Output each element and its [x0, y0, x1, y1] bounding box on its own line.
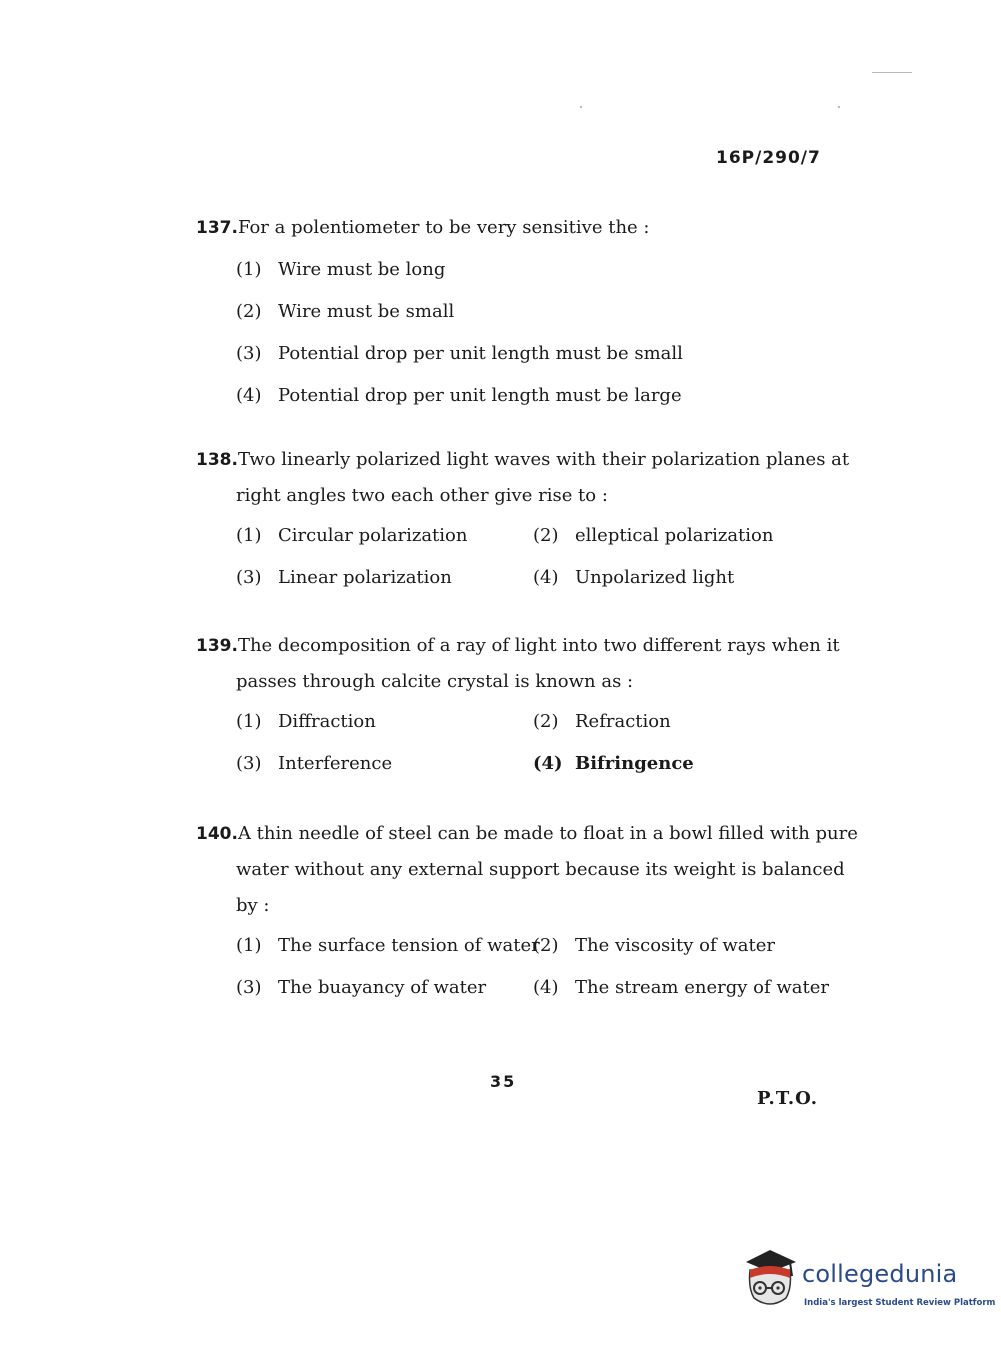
option: [236, 252, 826, 288]
option-grid: [196, 704, 826, 782]
question-line: water without any external support because its weight is balanced: [236, 859, 845, 880]
option: [236, 336, 826, 372]
question-text: [196, 628, 840, 664]
option-number: (1): [236, 525, 262, 546]
option: [533, 560, 833, 596]
option-number: (1): [236, 711, 262, 732]
option-grid: [196, 518, 826, 596]
option-number: (1): [236, 259, 262, 280]
question-140: [196, 816, 858, 1006]
question-139: [196, 628, 840, 782]
option-text: Potential drop per unit length must be small: [278, 343, 683, 364]
question-number: 138.: [196, 450, 238, 470]
option-number: (1): [236, 935, 262, 956]
question-line: The decomposition of a ray of light into two different rays when it: [237, 635, 840, 656]
option-text: Circular polarization: [278, 525, 468, 546]
question-number: 139.: [196, 636, 238, 656]
scan-dot: [580, 106, 582, 108]
option-text: Linear polarization: [278, 567, 452, 588]
option: [533, 746, 833, 782]
option: [533, 704, 833, 740]
option: [236, 560, 533, 596]
option-number: (2): [236, 301, 262, 322]
question-line: Two linearly polarized light waves with their polarization planes at: [237, 449, 850, 470]
option: [236, 704, 533, 740]
option-list: [196, 252, 826, 414]
option-text: elleptical polarization: [575, 525, 774, 546]
scan-dot: [838, 106, 840, 108]
question-line: by :: [236, 895, 270, 916]
option-number: (3): [236, 977, 262, 998]
option-text: Interference: [278, 753, 393, 774]
option-number: (3): [236, 567, 262, 588]
question-line: passes through calcite crystal is known as :: [236, 671, 634, 692]
option-text: The viscosity of water: [575, 935, 776, 956]
option: [236, 378, 826, 414]
option-text: The surface tension of water: [278, 935, 540, 956]
question-number: 140.: [196, 824, 238, 844]
option-text: Wire must be small: [278, 301, 455, 322]
option: [236, 746, 533, 782]
logo-wordmark: collegedunia: [802, 1260, 958, 1288]
student-mascot-icon: [740, 1248, 800, 1318]
option-number: (4): [533, 977, 559, 998]
option-grid: [196, 928, 829, 1006]
option-text: Potential drop per unit length must be large: [278, 385, 682, 406]
option: [236, 928, 540, 964]
option-text: Unpolarized light: [575, 567, 735, 588]
option-number: (2): [533, 935, 559, 956]
option: [533, 518, 833, 554]
option-number: (4): [533, 753, 563, 774]
option-number: (2): [533, 525, 559, 546]
question-line: right angles two each other give rise to :: [236, 485, 608, 506]
question-text: [196, 816, 858, 852]
please-turn-over: P.T.O.: [757, 1088, 819, 1109]
option-text: The buayancy of water: [278, 977, 487, 998]
option: [533, 928, 833, 964]
question-line: A thin needle of steel can be made to float in a bowl filled with pure: [237, 823, 858, 844]
question-137: [196, 210, 826, 414]
option-text: Diffraction: [278, 711, 376, 732]
page-number: 35: [490, 1072, 517, 1091]
scan-line: [872, 72, 912, 73]
option: [236, 294, 826, 330]
question-text: [196, 442, 850, 478]
option-number: (2): [533, 711, 559, 732]
question-138: [196, 442, 850, 596]
paper-code: 16P/290/7: [716, 148, 821, 168]
option-text: Wire must be long: [278, 259, 446, 280]
option-text: The stream energy of water: [575, 977, 829, 998]
option: [236, 970, 533, 1006]
option-number: (3): [236, 343, 262, 364]
logo-tagline: India's largest Student Review Platform: [804, 1298, 996, 1308]
question-line: For a polentiometer to be very sensitive the :: [237, 217, 650, 238]
question-number: 137.: [196, 218, 238, 238]
option: [533, 970, 833, 1006]
collegedunia-logo: [740, 1248, 996, 1318]
option-text: Refraction: [575, 711, 671, 732]
question-text: [196, 210, 826, 246]
option-number: (4): [236, 385, 262, 406]
option-number: (3): [236, 753, 262, 774]
option-text: Bifringence: [575, 753, 694, 774]
option: [236, 518, 533, 554]
option-number: (4): [533, 567, 559, 588]
